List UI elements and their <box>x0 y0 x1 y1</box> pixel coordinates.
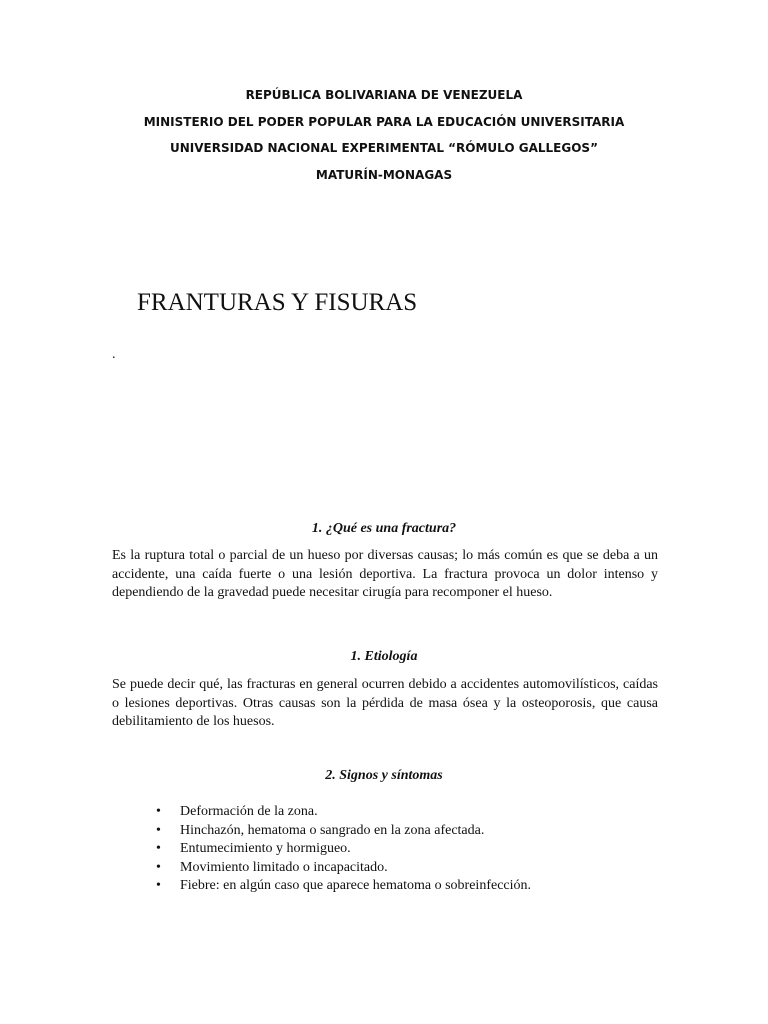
list-item-text: Deformación de la zona. <box>180 804 318 819</box>
bullet-icon: • <box>156 841 161 856</box>
header-line-location: MATURÍN-MONAGAS <box>315 168 453 182</box>
list-item <box>153 877 531 896</box>
bullet-icon: • <box>156 822 161 838</box>
section-heading-etiology: 1. Etiología <box>350 649 418 664</box>
list-item <box>153 822 531 841</box>
list-item <box>153 859 531 878</box>
list-item-text: Movimiento limitado o incapacitado. <box>180 859 388 875</box>
bullet-icon: • <box>156 878 161 893</box>
section-heading-fracture: 1. ¿Qué es una fractura? <box>311 521 457 536</box>
section-heading-symptoms: 2. Signos y síntomas <box>325 768 443 783</box>
stray-mark: . <box>112 347 116 362</box>
symptoms-list <box>153 803 531 896</box>
list-item <box>153 803 531 822</box>
list-item-text: Fiebre: en algún caso que aparece hematoma o sobreinfección. <box>180 878 532 893</box>
list-item-text: Entumecimiento y hormigueo. <box>180 841 351 856</box>
header-line-ministry: MINISTERIO DEL PODER POPULAR PARA LA EDUCACIÓN UNIVERSITARIA <box>143 115 625 129</box>
header-line-university: UNIVERSIDAD NACIONAL EXPERIMENTAL “RÓMULO GALLEGOS” <box>170 141 598 155</box>
bullet-icon: • <box>156 859 161 875</box>
document-title: FRANTURAS Y FISURAS <box>137 289 418 316</box>
bullet-icon: • <box>156 804 161 819</box>
list-item-text: Hinchazón, hematoma o sangrado en la zona afectada. <box>180 822 485 838</box>
paragraph-etiology: Se puede decir qué, las fracturas en general ocurren debido a accidentes automovilísticos, caídas o lesiones deportivas. Otras causas son la pérdida de masa ósea y la osteoporosis, que causa debilitamiento de los huesos. <box>112 677 658 729</box>
header-line-republic: REPÚBLICA BOLIVARIANA DE VENEZUELA <box>245 88 523 102</box>
paragraph-fracture: Es la ruptura total o parcial de un hueso por diversas causas; lo más común es que se deba a un accidente, una caída fuerte o una lesión deportiva. La fractura provoca un dolor intenso y dependiendo de la gravedad puede necesitar cirugía para recomponer el hueso. <box>112 548 658 600</box>
list-item <box>153 840 531 859</box>
